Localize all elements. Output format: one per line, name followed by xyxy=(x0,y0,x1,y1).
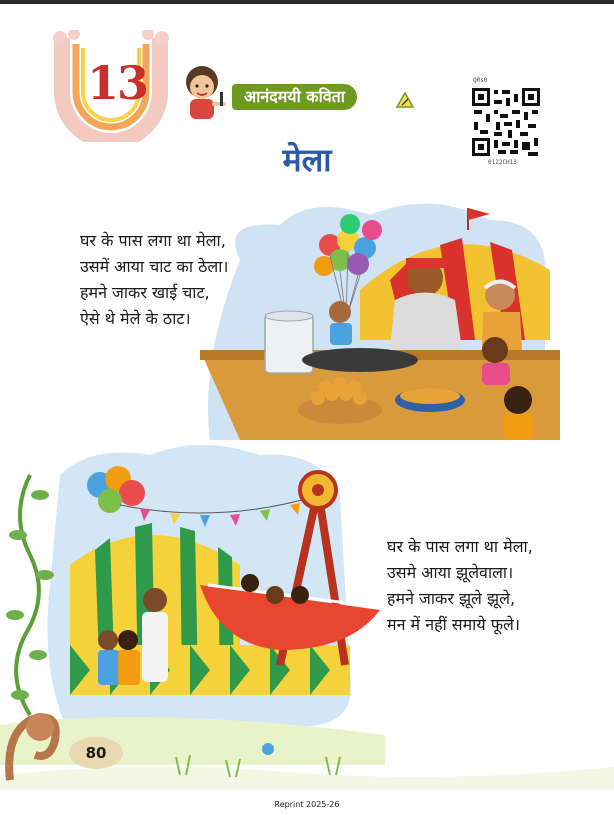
qr-label: QRs0 xyxy=(473,77,488,84)
poem-line: घर के पास लगा था मेला, xyxy=(387,537,533,556)
triangle-pencil-icon xyxy=(395,90,415,110)
page-title: मेला xyxy=(282,141,332,179)
poem-line: मन में नहीं समाये फूले। xyxy=(387,615,520,634)
poem-line: हमने जाकर खाई चाट, xyxy=(80,283,210,302)
chapter-number: 13 xyxy=(86,56,147,110)
chaat-stall-illustration xyxy=(200,200,560,455)
qr-code-text: 0122CH13 xyxy=(488,159,517,166)
section-label: आनंदमयी कविता xyxy=(232,84,357,110)
poem-stanza-2 xyxy=(387,534,533,638)
poem-line: घर के पास लगा था मेला, xyxy=(80,231,226,250)
poem-line: उसमे आया झूलेवाला। xyxy=(387,563,514,582)
page-number: 80 xyxy=(85,744,107,762)
poem-line: ऐसे थे मेले के ठाट। xyxy=(80,309,191,328)
top-border xyxy=(0,0,614,4)
poem-line: उसमें आया चाट का ठेला। xyxy=(80,257,229,276)
mascot-illustration xyxy=(172,62,234,126)
footer-reprint: Reprint 2025-26 xyxy=(274,800,340,809)
page-number-badge xyxy=(68,736,124,770)
poem-line: हमने जाकर झूले झूले, xyxy=(387,589,516,608)
